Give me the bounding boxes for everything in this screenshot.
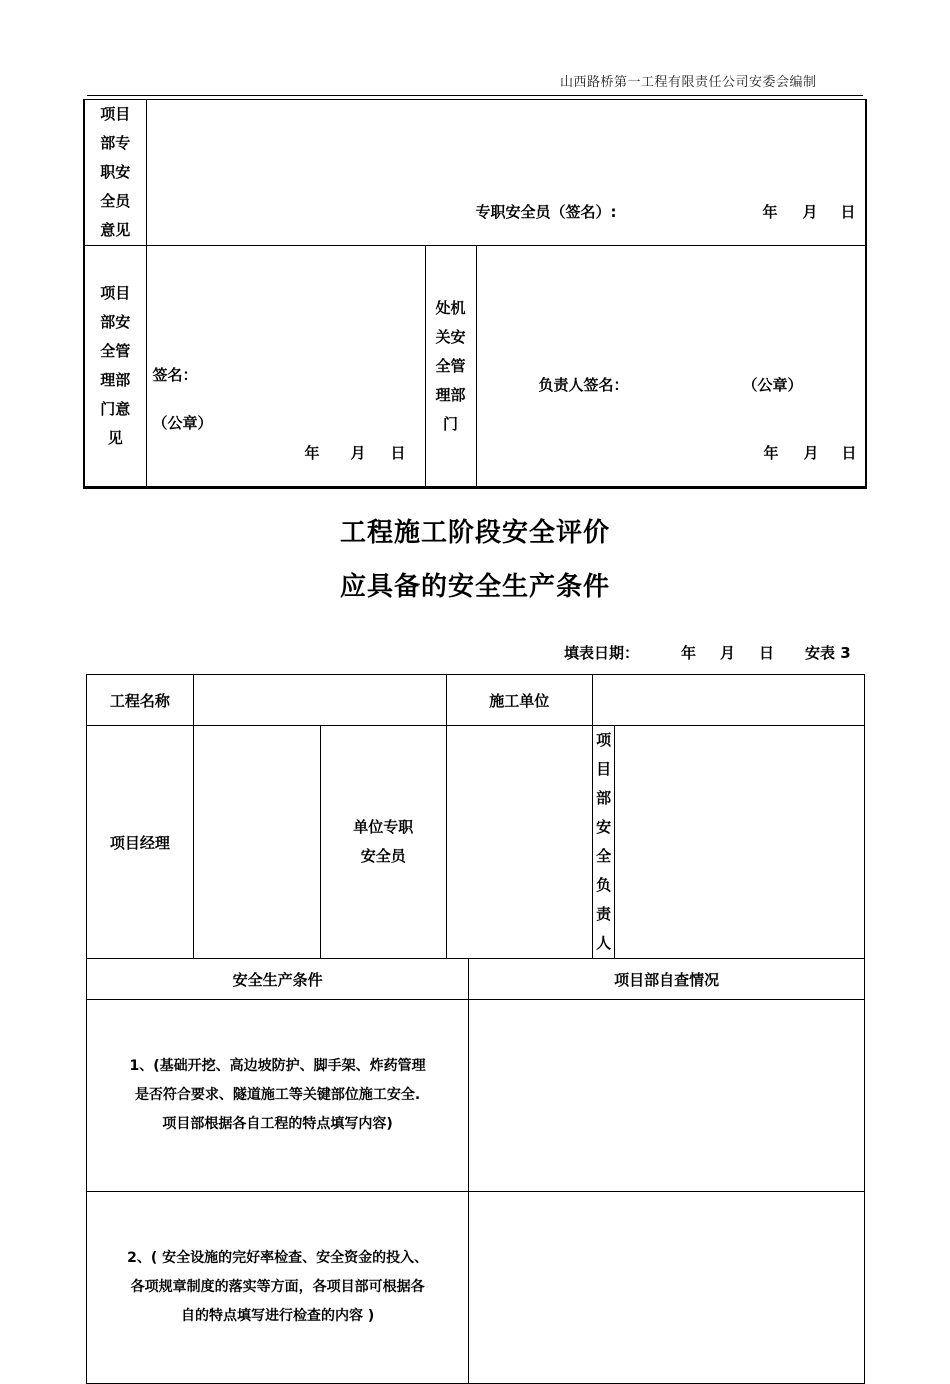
form-number: 安表 3	[805, 644, 851, 662]
project-manager-label: 项目经理	[87, 726, 194, 959]
label-line: 项目	[100, 105, 131, 123]
project-name-input[interactable]	[193, 675, 446, 726]
table-row	[87, 1192, 865, 1384]
day-label: 日	[841, 444, 857, 462]
condition-line: 是否符合要求、隧道施工等关键部位施工安全.	[134, 1087, 421, 1103]
month-label: 月	[802, 203, 818, 221]
label-line: 全管	[100, 342, 131, 360]
self-check-input-2[interactable]	[469, 1192, 865, 1384]
condition-line: 各项规章制度的落实等方面，各项目部可根据各	[130, 1279, 425, 1295]
table-row	[87, 675, 865, 726]
office-safety-dept-opinion-field[interactable]	[476, 246, 866, 488]
month-label: 月	[350, 444, 366, 462]
label-line: 安全员	[360, 847, 406, 865]
unit-safety-officer-label	[320, 726, 446, 959]
label-line: 单位专职	[353, 818, 414, 836]
label-line: 安全负责人	[596, 818, 612, 952]
condition-line: 自的特点填写进行检查的内容 )	[180, 1308, 375, 1324]
seal-label: （公章）	[152, 414, 213, 432]
table-row	[87, 1000, 865, 1192]
fill-day-label: 日	[759, 644, 775, 662]
safety-officer-sign-label: 专职安全员（签名）:	[475, 203, 617, 221]
year-label: 年	[762, 203, 778, 221]
table-row	[87, 959, 865, 1000]
label-line: 职安	[100, 163, 131, 181]
condition-item-1	[87, 1000, 469, 1192]
self-check-column-header: 项目部自查情况	[469, 959, 865, 1000]
day-label: 日	[390, 444, 406, 462]
safety-officer-opinion-field[interactable]	[146, 100, 866, 246]
label-line: 见	[107, 429, 123, 447]
safety-officer-row	[84, 100, 866, 246]
label-line: 意见	[100, 221, 131, 239]
self-check-input-1[interactable]	[469, 1000, 865, 1192]
safety-dept-row	[84, 246, 866, 488]
dept-safety-head-label	[592, 726, 614, 959]
seal-label: （公章）	[742, 376, 803, 394]
label-line: 部专	[100, 134, 131, 152]
safety-dept-label	[84, 246, 146, 488]
construction-unit-label: 施工单位	[446, 675, 592, 726]
project-name-label: 工程名称	[87, 675, 194, 726]
day-label: 日	[840, 203, 856, 221]
safety-officer-label	[84, 100, 146, 246]
construction-unit-input[interactable]	[592, 675, 864, 726]
document-title-line1: 工程施工阶段安全评价	[339, 518, 610, 548]
responsible-signature-label: 负责人签名：	[538, 376, 629, 394]
label-line: 理部	[100, 371, 131, 389]
signature-label: 签名：	[152, 366, 198, 384]
year-label: 年	[763, 444, 779, 462]
fill-month-label: 月	[720, 644, 736, 662]
label-line: 关安	[435, 327, 466, 346]
header-divider	[87, 95, 863, 96]
label-line: 门	[442, 414, 458, 433]
condition-line: 1、(基础开挖、高边坡防护、脚手架、炸药管理	[129, 1058, 426, 1074]
dept-safety-head-input[interactable]	[615, 726, 865, 959]
condition-item-2	[87, 1192, 469, 1384]
label-line: 全员	[100, 192, 131, 210]
conditions-column-header: 安全生产条件	[87, 959, 469, 1000]
safety-conditions-table	[86, 674, 865, 1384]
label-line: 理部	[435, 385, 466, 404]
fill-date-label: 填表日期：	[564, 644, 640, 662]
label-line: 部安	[100, 313, 131, 331]
fill-year-label: 年	[681, 644, 697, 662]
organization-header: 山西路桥第一工程有限责任公司安委会编制	[560, 75, 817, 90]
label-line: 门意	[100, 400, 131, 418]
label-line: 项目	[100, 284, 131, 302]
project-manager-input[interactable]	[193, 726, 320, 959]
condition-line: 项目部根据各自工程的特点填写内容)	[162, 1116, 393, 1132]
label-line: 全管	[435, 356, 466, 375]
office-safety-dept-label	[425, 246, 476, 488]
safety-dept-opinion-field[interactable]	[146, 246, 425, 488]
label-line: 处机	[435, 298, 466, 317]
condition-line: 2、( 安全设施的完好率检查、安全资金的投入、	[127, 1250, 429, 1266]
year-label: 年	[304, 444, 320, 462]
label-line: 项目部	[596, 731, 612, 807]
document-title-line2: 应具备的安全生产条件	[339, 572, 610, 602]
month-label: 月	[803, 444, 819, 462]
unit-safety-officer-input[interactable]	[446, 726, 592, 959]
opinion-table	[83, 99, 867, 489]
table-row	[87, 726, 865, 959]
